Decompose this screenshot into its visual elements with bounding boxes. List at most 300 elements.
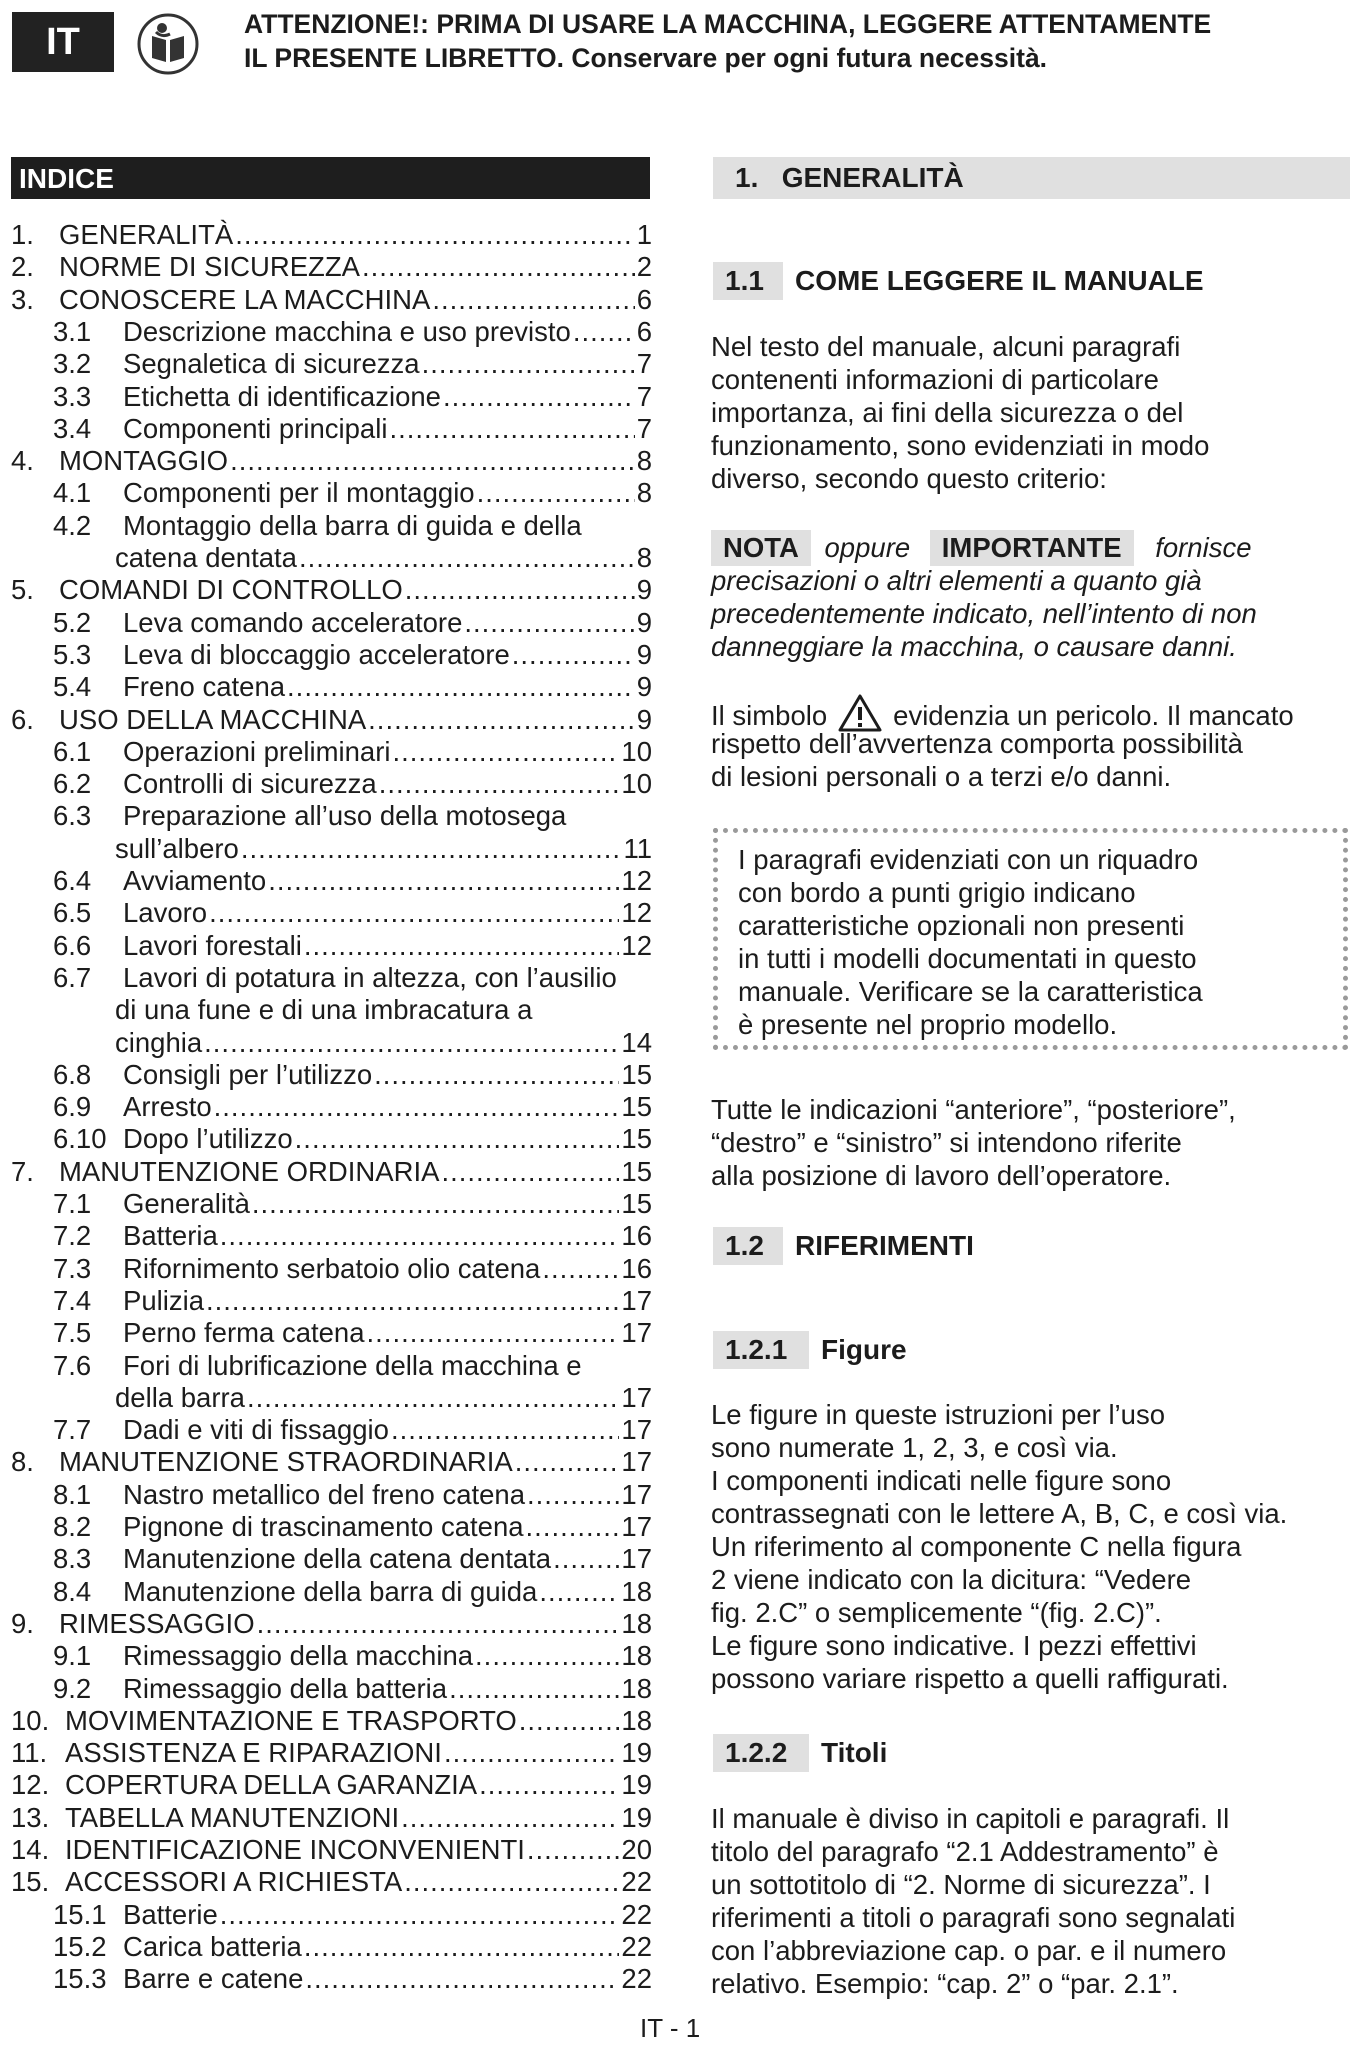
toc-entry-number: 6.5 [53, 897, 92, 929]
toc-dot-leader [553, 1543, 619, 1575]
toc-entry-number: 6. [11, 703, 34, 735]
toc-entry [11, 1156, 652, 1188]
subsection-number: 1.2 [713, 1227, 783, 1265]
toc-entry-number: 9. [11, 1607, 34, 1639]
toc-dot-leader [304, 930, 620, 962]
toc-entry-number: 8.3 [53, 1543, 92, 1575]
toc-entry-number: 15.2 [53, 1930, 107, 1962]
toc-dot-leader [204, 1027, 619, 1059]
toc-dot-leader [374, 1059, 619, 1091]
toc-entry-page: 19 [621, 1801, 652, 1833]
toc-entry-label: GENERALITÀ [59, 219, 234, 250]
toc-entry-label: Dopo l’utilizzo [123, 1123, 293, 1155]
toc-entry-number: 6.6 [53, 929, 92, 961]
fornisce-text: fornisce [1155, 532, 1252, 563]
toc-entry-label: di una fune e di una imbracatura a [115, 994, 533, 1026]
toc-dot-leader [287, 671, 635, 703]
toc-entry-page: 15 [621, 1188, 652, 1219]
paragraph-line: sono numerate 1, 2, 3, e così via. [711, 1432, 1118, 1463]
toc-entry-label: Perno ferma catena [123, 1317, 365, 1349]
toc-entry-label: Lavori di potatura in altezza, con l’ausilio [123, 961, 617, 993]
toc-dot-leader [389, 413, 634, 445]
toc-dot-leader [404, 1866, 619, 1898]
toc-entry [11, 768, 652, 800]
toc-entry [11, 445, 652, 477]
toc-entry-number: 4.1 [53, 477, 92, 509]
toc-entry [11, 1705, 652, 1737]
toc-entry-number: 7. [11, 1155, 34, 1187]
intro-paragraph [711, 330, 1209, 495]
toc-dot-leader [475, 1640, 619, 1672]
toc-entry-page: 9 [636, 606, 652, 638]
toc-entry [11, 1350, 652, 1382]
warning-line-1: ATTENZIONE!: PRIMA DI USARE LA MACCHINA, LEGGERE ATTENTAMENTE [244, 9, 1212, 39]
paragraph-line: Il manuale è diviso in capitoli e paragrafi. Il [711, 1803, 1230, 1834]
nota-chip: NOTA [711, 530, 811, 566]
toc-dot-leader [573, 316, 635, 348]
toc-entry-label: Lavoro [123, 897, 208, 929]
toc-entry [11, 219, 652, 251]
toc-entry-number: 7.6 [53, 1349, 92, 1381]
paragraph-line: caratteristiche opzionali non presenti [738, 910, 1185, 941]
subsection-number: 1.1 [713, 262, 783, 300]
toc-dot-leader [519, 1705, 620, 1737]
toc-entry [11, 1479, 652, 1511]
toc-dot-leader [444, 1737, 619, 1769]
toc-entry [11, 833, 652, 865]
toc-dot-leader [542, 1253, 619, 1285]
toc-entry-label: COMANDI DI CONTROLLO [59, 574, 403, 606]
section-1-title [713, 157, 1350, 199]
toc-entry-number: 5.2 [53, 606, 92, 638]
toc-dot-leader [304, 1931, 620, 1963]
toc-entry-label: Pignone di trascinamento catena [123, 1511, 524, 1542]
paragraph-line: diverso, secondo questo criterio: [711, 463, 1107, 494]
nota-paragraph [711, 564, 1257, 663]
toc-entry [11, 1769, 652, 1801]
paragraph-line: importanza, ai fini della sicurezza o del [711, 397, 1184, 428]
toc-entry-label: MANUTENZIONE ORDINARIA [59, 1155, 440, 1187]
toc-entry-page: 17 [621, 1284, 652, 1316]
toc-entry [11, 1737, 652, 1769]
toc-entry-page: 22 [621, 1898, 652, 1930]
toc-entry [11, 1446, 652, 1478]
toc-entry [11, 1414, 652, 1446]
toc-entry [11, 736, 652, 768]
toc-entry-page: 15 [621, 1058, 652, 1090]
paragraph-line: in tutti i modelli documentati in questo [738, 943, 1197, 974]
toc-dot-leader [515, 1446, 620, 1478]
paragraph-line: I paragrafi evidenziati con un riquadro [738, 844, 1199, 875]
toc-entry-number: 13. [11, 1801, 50, 1833]
toc-entry-page: 10 [621, 768, 652, 800]
toc-entry-label: Arresto [123, 1091, 212, 1123]
toc-entry [11, 1382, 652, 1414]
toc-entry [11, 1123, 652, 1155]
paragraph-line: con l’abbreviazione cap. o par. e il numero [711, 1935, 1227, 1966]
warning-line-2: IL PRESENTE LIBRETTO. Conservare per ogni futura necessità. [244, 43, 1048, 73]
toc-entry [11, 1543, 652, 1575]
toc-entry [11, 1059, 652, 1091]
paragraph-line: Tutte le indicazioni “anteriore”, “posteriore”, [711, 1094, 1236, 1125]
toc-entry [11, 574, 652, 606]
toc-entry-label: Rimessaggio della macchina [123, 1640, 474, 1672]
nota-line [711, 530, 1252, 566]
toc-entry [11, 930, 652, 962]
toc-entry-page: 17 [621, 1478, 652, 1510]
paragraph-line: funzionamento, sono evidenziati in modo [711, 430, 1210, 461]
subsection-1-2-1-heading [713, 1331, 907, 1369]
paragraph-line: Le figure sono indicative. I pezzi effettivi [711, 1630, 1197, 1661]
toc-dot-leader [449, 1673, 619, 1705]
paragraph-line: alla posizione di lavoro dell’operatore. [711, 1160, 1172, 1191]
toc-entry [11, 1673, 652, 1705]
toc-entry [11, 251, 652, 283]
paragraph-line: precedentemente indicato, nell’intento di non [711, 598, 1257, 629]
toc-entry-page: 17 [621, 1381, 652, 1413]
toc-dot-leader [392, 736, 619, 768]
toc-entry-number: 4.2 [53, 509, 92, 541]
toc-entry-label: Operazioni preliminari [123, 735, 391, 767]
toc-entry-page: 7 [636, 380, 652, 412]
toc-entry-number: 3.1 [53, 315, 92, 347]
toc-entry-page: 19 [621, 1769, 652, 1801]
toc-entry-number: 8.2 [53, 1511, 92, 1542]
toc-entry [11, 704, 652, 736]
toc-entry [11, 381, 652, 413]
toc-entry-label: Rifornimento serbatoio olio catena [123, 1252, 541, 1284]
oppure-text: oppure [824, 532, 911, 563]
toc-entry-number: 9.1 [53, 1640, 92, 1672]
toc-entry-page: 19 [621, 1737, 652, 1769]
toc-entry-label: Lavori forestali [123, 929, 302, 961]
toc-entry-page: 15 [621, 1155, 652, 1187]
toc-entry-number: 8. [11, 1446, 34, 1478]
toc-entry-page: 16 [621, 1220, 652, 1252]
toc-entry [11, 994, 652, 1026]
toc-entry-label: MONTAGGIO [59, 445, 229, 477]
paragraph-line: riferimenti a titoli o paragrafi sono segnalati [711, 1902, 1236, 1933]
toc-dot-leader [295, 1123, 620, 1155]
toc-entry-label: Segnaletica di sicurezza [123, 348, 420, 380]
toc-entry-number: 2. [11, 251, 34, 283]
importante-chip: IMPORTANTE [930, 530, 1134, 566]
simbolo-paragraph [711, 727, 1243, 793]
language-badge: IT [12, 12, 114, 72]
toc-entry-number: 1. [11, 219, 34, 250]
subsection-1-2-2-heading [713, 1734, 887, 1772]
toc-entry-page: 18 [621, 1704, 652, 1736]
toc-entry-label: MANUTENZIONE STRAORDINARIA [59, 1446, 513, 1478]
toc-entry [11, 1866, 652, 1898]
toc-entry [11, 348, 652, 380]
toc-entry-number: 14. [11, 1834, 50, 1865]
subsection-1-1-heading [713, 262, 1204, 300]
toc-entry-label: Carica batteria [123, 1930, 302, 1962]
toc-dot-leader [247, 1382, 619, 1414]
toc-entry-number: 6.8 [53, 1058, 92, 1090]
toc-dot-leader [367, 1317, 620, 1349]
paragraph-line: un sottotitolo di “2. Norme di sicurezza”. I [711, 1869, 1211, 1900]
toc-entry [11, 639, 652, 671]
toc-dot-leader [441, 1156, 619, 1188]
toc-dot-leader [379, 768, 620, 800]
toc-entry-number: 12. [11, 1769, 50, 1801]
toc-entry-label: cinghia [115, 1026, 203, 1058]
toc-dot-leader [391, 1414, 619, 1446]
paragraph-line: contrassegnati con le lettere A, B, C, e così via. [711, 1498, 1288, 1529]
toc-entry-number: 15.1 [53, 1898, 107, 1930]
optional-features-box [713, 828, 1348, 1050]
paragraph-line: “destro” e “sinistro” si intendono riferite [711, 1127, 1182, 1158]
toc-entry [11, 865, 652, 897]
toc-entry-page: 8 [636, 477, 652, 509]
toc-entry-label: Fori di lubrificazione della macchina e [123, 1349, 582, 1381]
paragraph-line: Nel testo del manuale, alcuni paragrafi [711, 331, 1181, 362]
paragraph-line: Un riferimento al componente C nella figura [711, 1531, 1242, 1562]
toc-entry-page: 15 [621, 1123, 652, 1155]
toc-entry-page: 8 [636, 542, 652, 573]
toc-entry [11, 1188, 652, 1220]
toc-entry-page: 20 [621, 1834, 652, 1865]
page-number: IT - 1 [640, 2013, 701, 2043]
toc-entry-label: TABELLA MANUTENZIONI [65, 1801, 400, 1833]
toc-dot-leader [539, 1576, 619, 1608]
toc-entry [11, 962, 652, 994]
toc-entry-number: 15. [11, 1866, 50, 1898]
paragraph-line: rispetto dell’avvertenza comporta possibilità [711, 728, 1243, 759]
paragraph-line: possono variare rispetto a quelli raffigurati. [711, 1663, 1229, 1694]
toc-entry-number: 6.1 [53, 735, 92, 767]
toc-entry-number: 7.5 [53, 1317, 92, 1349]
toc-entry [11, 1608, 652, 1640]
toc-entry [11, 1834, 652, 1866]
toc-entry-page: 17 [621, 1414, 652, 1446]
toc-dot-leader [235, 219, 634, 251]
toc-entry-label: Rimessaggio della batteria [123, 1672, 448, 1704]
toc-entry-page: 12 [621, 929, 652, 961]
toc-dot-leader [268, 865, 619, 897]
header-warning [244, 7, 1354, 75]
subsection-number: 1.2.1 [713, 1331, 809, 1369]
toc-entry-page: 17 [621, 1446, 652, 1478]
toc-entry-label: IDENTIFICAZIONE INCONVENIENTI [65, 1834, 525, 1865]
paragraph-line: fig. 2.C” o semplicemente “(fig. 2.C)”. [711, 1597, 1162, 1628]
toc-entry-label: Controlli di sicurezza [123, 768, 377, 800]
paragraph-line: con bordo a punti grigio indicano [738, 877, 1136, 908]
toc-entry [11, 510, 652, 542]
paragraph-line: 2 viene indicato con la dicitura: “Vedere [711, 1564, 1192, 1595]
figure-paragraph [711, 1398, 1287, 1695]
toc-entry [11, 1640, 652, 1672]
simbolo-pre-text: Il simbolo [711, 699, 828, 731]
toc-dot-leader [443, 381, 635, 413]
toc-entry-page: 12 [621, 865, 652, 896]
toc-entry-page: 9 [636, 703, 652, 735]
paragraph-line: è presente nel proprio modello. [738, 1009, 1118, 1040]
toc-entry [11, 800, 652, 832]
toc-entry [11, 1220, 652, 1252]
toc-entry-label: Batteria [123, 1220, 218, 1252]
toc-entry [11, 542, 652, 574]
toc-entry-number: 7.2 [53, 1220, 92, 1252]
subsection-number: 1.2.2 [713, 1734, 809, 1772]
toc-dot-leader [405, 574, 635, 606]
toc-entry-number: 4. [11, 445, 34, 477]
subsection-title: Figure [821, 1334, 907, 1365]
toc-entry [11, 1576, 652, 1608]
toc-entry-number: 6.10 [53, 1123, 107, 1155]
toc-entry-label: Consigli per l’utilizzo [123, 1058, 373, 1090]
toc-entry [11, 477, 652, 509]
paragraph-line: contenenti informazioni di particolare [711, 364, 1159, 395]
toc-entry-number: 15.3 [53, 1963, 107, 1995]
toc-entry-number: 5. [11, 574, 34, 606]
toc-entry-number: 8.1 [53, 1478, 92, 1510]
toc-dot-leader [299, 542, 635, 574]
toc-entry-label: RIMESSAGGIO [59, 1607, 255, 1639]
toc-entry-number: 3.3 [53, 380, 92, 412]
toc-entry-page: 9 [636, 638, 652, 670]
paragraph-line: precisazioni o altri elementi a quanto già [711, 565, 1202, 596]
toc-entry-page: 22 [621, 1866, 652, 1898]
toc-entry-label: sull’albero [115, 832, 239, 864]
toc-entry-label: ACCESSORI A RICHIESTA [65, 1866, 403, 1898]
toc-entry-number: 7.7 [53, 1414, 92, 1446]
subsection-1-2-heading [713, 1227, 974, 1265]
toc-entry-number: 8.4 [53, 1575, 92, 1607]
paragraph-line: relativo. Esempio: “cap. 2” o “par. 2.1”. [711, 1968, 1179, 1999]
toc-entry [11, 413, 652, 445]
toc-entry-number: 9.2 [53, 1672, 92, 1704]
toc-entry [11, 1253, 652, 1285]
toc-entry-number: 3.4 [53, 412, 92, 444]
book-reading-icon [136, 12, 200, 76]
toc-entry [11, 1511, 652, 1543]
toc-entry-page: 1 [636, 219, 652, 250]
titoli-paragraph [711, 1802, 1235, 2000]
toc-entry [11, 316, 652, 348]
toc-entry [11, 1802, 652, 1834]
toc-dot-leader [401, 1802, 619, 1834]
toc-dot-leader [230, 445, 635, 477]
toc-entry-number: 6.2 [53, 768, 92, 800]
toc-entry-label: Pulizia [123, 1284, 205, 1316]
toc-entry-label: Manutenzione della catena dentata [123, 1543, 552, 1575]
toc-dot-leader [432, 284, 634, 316]
toc-entry-label: Componenti principali [123, 412, 388, 444]
paragraph-line: manuale. Verificare se la caratteristica [738, 976, 1203, 1007]
toc-entry-label: Nastro metallico del freno catena [123, 1478, 526, 1510]
toc-entry-number: 7.1 [53, 1188, 92, 1219]
toc-entry-label: ASSISTENZA E RIPARAZIONI [65, 1737, 442, 1769]
toc-entry-label: della barra [115, 1381, 245, 1413]
toc-entry-page: 16 [621, 1252, 652, 1284]
toc-entry-page: 11 [623, 832, 652, 864]
toc-entry-page: 22 [621, 1930, 652, 1962]
toc-dot-leader [527, 1834, 620, 1866]
toc-entry-label: CONOSCERE LA MACCHINA [59, 283, 431, 315]
toc-entry-page: 22 [621, 1963, 652, 1995]
toc-entry-page: 7 [636, 412, 652, 444]
toc-entry-page: 10 [621, 735, 652, 767]
toc-entry-number: 7.4 [53, 1284, 92, 1316]
toc-entry-number: 7.3 [53, 1252, 92, 1284]
toc-entry-label: Freno catena [123, 671, 286, 703]
toc-dot-leader [209, 897, 619, 929]
toc-entry-label: Avviamento [123, 865, 267, 896]
toc-dot-leader [368, 704, 635, 736]
toc-entry-label: Componenti per il montaggio [123, 477, 475, 509]
toc-dot-leader [362, 251, 635, 283]
toc-dot-leader [206, 1285, 619, 1317]
toc-dot-leader [464, 607, 634, 639]
toc-entry [11, 897, 652, 929]
toc-entry-label: Barre e catene [123, 1963, 304, 1995]
toc-entry [11, 607, 652, 639]
paragraph-line: titolo del paragrafo “2.1 Addestramento” è [711, 1836, 1219, 1867]
paragraph-line: danneggiare la macchina, o causare danni. [711, 631, 1237, 662]
toc-entry-label: Manutenzione della barra di guida [123, 1575, 538, 1607]
toc-title: INDICE [11, 157, 650, 199]
toc-entry-number: 6.9 [53, 1091, 92, 1123]
toc-dot-leader [527, 1479, 619, 1511]
toc-entry-label: USO DELLA MACCHINA [59, 703, 367, 735]
toc-entry-label: Montaggio della barra di guida e della [123, 509, 582, 541]
toc-entry [11, 284, 652, 316]
toc-entry-number: 10. [11, 1704, 50, 1736]
toc-entry-label: Descrizione macchina e uso previsto [123, 315, 571, 347]
subsection-title: Titoli [821, 1737, 888, 1768]
toc-entry-label: Dadi e viti di fissaggio [123, 1414, 389, 1446]
toc-entry [11, 1091, 652, 1123]
toc-dot-leader [526, 1511, 620, 1543]
toc-entry-page: 15 [621, 1091, 652, 1123]
toc-entry-label: COPERTURA DELLA GARANZIA [65, 1769, 478, 1801]
toc-entry [11, 1931, 652, 1963]
toc-dot-leader [477, 477, 635, 509]
toc-entry-page: 6 [636, 315, 652, 347]
toc-entry-page: 17 [621, 1543, 652, 1575]
toc-entry-label: Leva comando acceleratore [123, 606, 463, 638]
toc-entry-page: 17 [621, 1511, 652, 1542]
toc-entry-page: 12 [621, 897, 652, 929]
toc-entry-page: 9 [636, 574, 652, 606]
toc-entry-label: Generalità [123, 1188, 250, 1219]
toc-entry-label: Etichetta di identificazione [123, 380, 441, 412]
toc-entry-page: 17 [621, 1317, 652, 1349]
toc-entry [11, 1899, 652, 1931]
paragraph-line: I componenti indicati nelle figure sono [711, 1465, 1172, 1496]
toc-dot-leader [252, 1188, 620, 1220]
subsection-title: RIFERIMENTI [795, 1230, 974, 1261]
toc-entry-number: 6.7 [53, 961, 92, 993]
toc-dot-leader [422, 348, 635, 380]
toc-entry-label: Preparazione all’uso della motosega [123, 800, 567, 832]
toc-entry-label: Batterie [123, 1898, 218, 1930]
toc-entry-page: 2 [636, 251, 652, 283]
toc-entry-number: 3. [11, 283, 34, 315]
toc-entry-page: 18 [621, 1640, 652, 1672]
toc-entry [11, 1317, 652, 1349]
toc-entry-label: catena dentata [115, 542, 297, 573]
toc-entry-number: 5.3 [53, 638, 92, 670]
toc-entry-page: 9 [636, 671, 652, 703]
toc-entry [11, 1027, 652, 1059]
direzioni-paragraph [711, 1093, 1236, 1192]
toc-dot-leader [220, 1220, 620, 1252]
toc-entry-page: 8 [636, 445, 652, 477]
